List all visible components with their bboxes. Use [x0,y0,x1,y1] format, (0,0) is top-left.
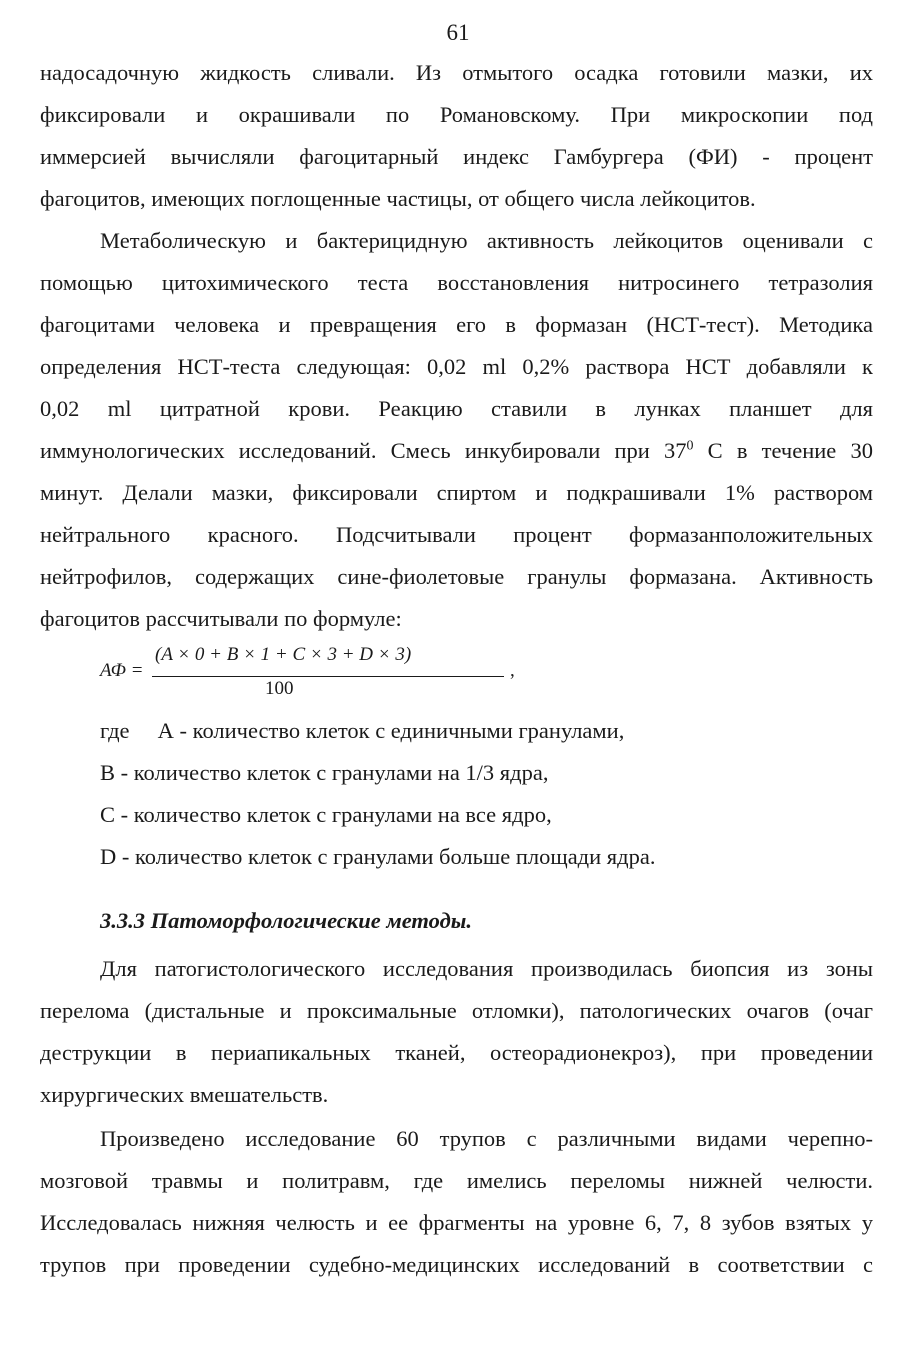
text-line: хирургических вмешательств. [40,1082,329,1107]
degree-superscript: 0 [686,438,694,454]
definition-c: С - количество клеток с гранулами на все ядро, [100,802,552,827]
fraction-bar [152,676,504,677]
text-line: фагоцитов рассчитывали по формуле: [40,606,402,631]
text-line: минут. Делали мазки, фиксировали спиртом и подкрашивали 1% раствором [40,480,873,505]
text-line: мозговой травмы и политравм, где имелись переломы нижней челюсти. [40,1168,873,1193]
definition-line-a [100,716,720,746]
text-line: Метаболическую и бактерицидную активность лейкоцитов оценивали с [100,228,873,253]
text-line: трупов при проведении судебно-медицинских исследований в соответствии с [40,1252,873,1277]
phagocyte-activity-formula [100,644,515,704]
formula-denominator: 100 [265,678,294,699]
text-segment: С в течение 30 [693,438,873,463]
text-line: нейтрального красного. Подсчитывали процент формазанположительных [40,522,873,547]
formula-lhs: АФ = [100,660,144,681]
text-line: помощью цитохимического теста восстановления нитросинего тетразолия [40,270,873,295]
formula-comma: , [510,660,515,681]
text-line: нейтрофилов, содержащих сине-фиолетовые гранулы формазана. Активность [40,564,873,589]
text-line: фиксировали и окрашивали по Романовскому. При микроскопии под [40,102,873,127]
text-line: деструкции в периапикальных тканей, остеорадионекроз), при проведении [40,1040,873,1065]
text-line: надосадочную жидкость сливали. Из отмытого осадка готовили мазки, их [40,60,873,85]
definition-b: В - количество клеток с гранулами на 1/3 ядра, [100,760,549,785]
formula-numerator: (A × 0 + B × 1 + C × 3 + D × 3) [155,644,412,665]
where-label: где [100,718,130,743]
text-line: иммерсией вычисляли фагоцитарный индекс Гамбургера (ФИ) - процент [40,144,873,169]
text-line-with-superscript [40,436,873,466]
definition-d: D - количество клеток с гранулами больше площади ядра. [100,844,656,869]
text-line: фагоцитов, имеющих поглощенные частицы, от общего числа лейкоцитов. [40,186,756,211]
text-line: перелома (дистальные и проксимальные отломки), патологических очагов (очаг [40,998,873,1023]
page-number: 61 [446,20,470,45]
section-heading: 3.3.3 Патоморфологические методы. [100,908,472,933]
text-line: Для патогистологического исследования производилась биопсия из зоны [100,956,873,981]
text-segment: иммунологических исследований. Смесь инкубировали при 37 [40,438,687,463]
text-line: Произведено исследование 60 трупов с различными видами черепно- [100,1126,873,1151]
text-line: 0,02 ml цитратной крови. Реакцию ставили в лунках планшет для [40,396,873,421]
text-line: Исследовалась нижняя челюсть и ее фрагменты на уровне 6, 7, 8 зубов взятых у [40,1210,873,1235]
text-line: определения НСТ-теста следующая: 0,02 ml 0,2% раствора НСТ добавляли к [40,354,873,379]
definition-a: А - количество клеток с единичными гранулами, [157,718,625,743]
text-line: фагоцитами человека и превращения его в формазан (НСТ-тест). Методика [40,312,873,337]
